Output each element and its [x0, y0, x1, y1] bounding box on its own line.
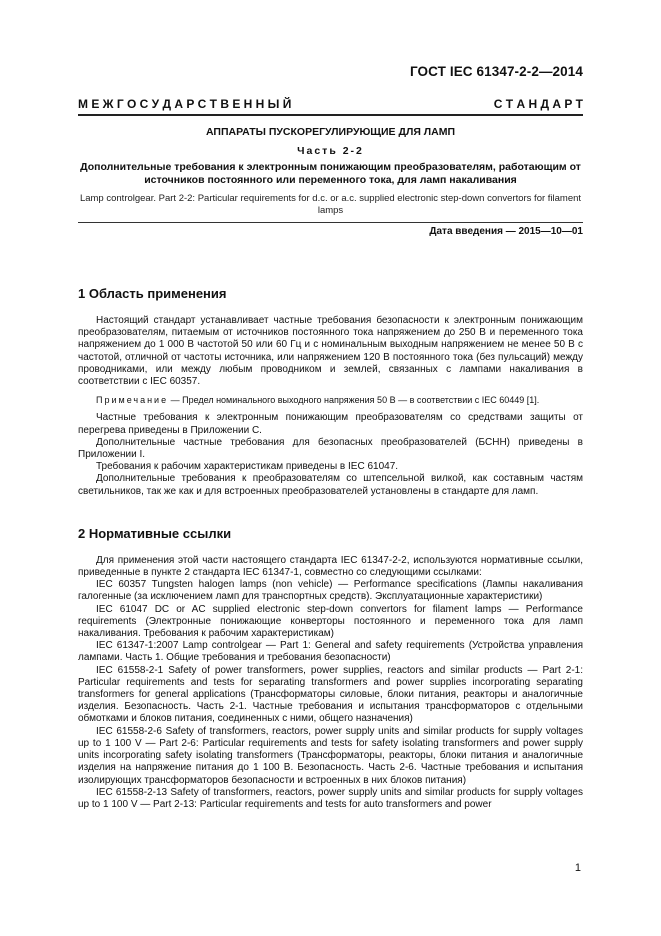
section-2-heading: 2 Нормативные ссылки — [78, 525, 232, 541]
note-label: Примечание — [96, 395, 169, 406]
part-title: Часть 2-2 — [297, 145, 364, 157]
reference-paragraph: IEC 61558-2-1 Safety of power transformers, power supplies, reactors and similar products — Part 2-1: Particular requirements and tests for separating transformers and power supplies incorporating separating transformers for general applications (Трансформаторы силовые, блоки питания, реакторы и аналогичные изделия. Безопасность. Часть 2-1. Частные требования и испытания трансформаторов с отдельными обмотками и блоков питания, соединенных с ними, общего назначения) — [78, 664, 583, 725]
subtitle: Дополнительные требования к электронным понижающим преобразователям, работающим от источников постоянного или переменного тока, для ламп накаливания — [80, 161, 581, 186]
reference-paragraph: IEC 61558-2-6 Safety of transformers, reactors, power supply units and similar products for supply voltages up to 1 100 V — Part 2-6: Particular requirements and tests for safety isolating transformers and power supply units incorporating safety isolating transformers (Трансформаторы, реакторы, блоки питания и аналогичные изделия на напряжение питания до 1 100 В. Безопасность. Часть 2-6. Частные требования и испытания изолирующих трансформаторов безопасности и встроенных в них блоков питания) — [78, 725, 583, 786]
standard-code: ГОСТ IEC 61347-2-2—2014 — [409, 64, 583, 79]
section-1-heading: 1 Область применения — [78, 286, 227, 301]
note-text: — Предел номинального выходного напряжения 50 В — в соответствии с IEC 60449 [1]. — [168, 395, 540, 406]
english-title: Lamp controlgear. Part 2-2: Particular requirements for d.c. or a.c. supplied electronic step-down convertors for filament lamps — [79, 193, 582, 216]
interstate-word: М Е Ж Г О С У Д А Р С Т В Е Н Н Ы Й — [78, 97, 292, 111]
main-title: АППАРАТЫ ПУСКОРЕГУЛИРУЮЩИЕ ДЛЯ ЛАМП — [205, 126, 456, 138]
title-block — [70, 125, 591, 217]
scope-paragraph-4: Требования к рабочим характеристикам приведены в IEC 61047. — [96, 461, 399, 473]
scope-paragraph-3: Дополнительные частные требования для безопасных преобразователей (БСНН) приведены в Приложении I. — [78, 436, 583, 461]
standard-word: С Т А Н Д А Р Т — [493, 97, 583, 111]
interstate-standard-banner — [78, 97, 583, 111]
reference-paragraph: IEC 61558-2-13 Safety of transformers, reactors, power supply units and similar products for supply voltages up to 1 100 V — Part 2-13: Particular requirements and tests for auto transformers and power — [78, 786, 583, 810]
reference-paragraph: Для применения этой части настоящего стандарта IEC 61347-2-2, используются нормативные ссылки, приведенные в пункте 2 стандарта IEC 61347-1, совместно со следующими ссылками: — [78, 554, 583, 579]
document-body — [78, 286, 583, 811]
scope-paragraph-2: Частные требования к электронным понижающим преобразователям со средствами защиты от перегрева приведены в Приложении С. — [78, 412, 583, 436]
scope-paragraph-5: Дополнительные требования к преобразователям со штепсельной вилкой, как составным частям светильников, так же как и для встроенных преобразователей установлены в стандарте для ламп. — [78, 473, 583, 497]
scope-note — [78, 394, 583, 406]
reference-paragraph: IEC 61047 DC or AC supplied electronic step-down convertors for filament lamps — Performance requirements (Электронные понижающие конверторы постоянного и переменного тока для ламп накаливания. Требования к рабочим характеристикам) — [78, 603, 583, 640]
reference-paragraph: IEC 61347-1:2007 Lamp controlgear — Part 1: General and safety requirements (Устройства управления лампами. Часть 1. Общие требования и требования безопасности) — [78, 640, 583, 664]
scope-paragraph-1: Настоящий стандарт устанавливает частные требования безопасности к электронным понижающим преобразователям, питаемым от источников постоянного тока напряжением до 250 В и переменного тока напряжением до 1 000 В частотой 50 или 60 Гц и с номинальным выходным напряжением не менее 50 В с частотой, отличной от частоты источника, или напряжением 120 В постоянного тока (без пульсаций) между проводниками, или между любым проводником и землей, связанных с лампами накаливания в соответствии с IEC 60357. — [78, 315, 583, 388]
introduction-date: Дата введения — 2015—10—01 — [429, 226, 583, 237]
date-rule — [78, 222, 583, 223]
page-number: 1 — [574, 862, 581, 874]
header-rule — [78, 114, 583, 116]
reference-paragraph: IEC 60357 Tungsten halogen lamps (non vehicle) — Performance specifications (Лампы накаливания галогенные (за исключением ламп для транспортных средств). Эксплуатационные характеристики) — [78, 579, 583, 603]
